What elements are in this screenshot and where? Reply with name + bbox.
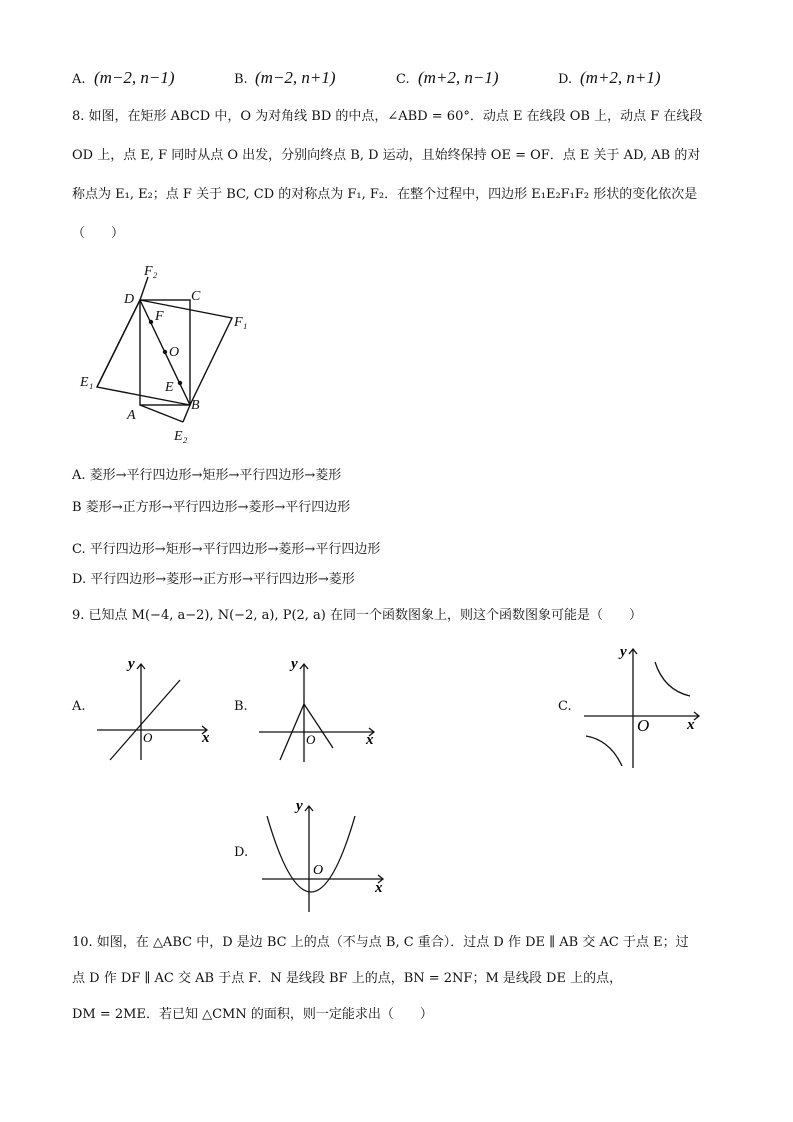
q8-line-4: （ ） bbox=[72, 226, 125, 241]
parabola-graph bbox=[267, 816, 355, 892]
q7-option-c: C. bbox=[396, 72, 410, 87]
label-f1: F₁ bbox=[234, 315, 248, 330]
x-label: x bbox=[366, 732, 374, 748]
q10-line-1: 10. 如图，在 △ABC 中，D 是边 BC 上的点（不与点 B, C 重合）．过点 D 作 DE ∥ AB 交 AC 于点 E；过 bbox=[72, 935, 689, 950]
x-label: x bbox=[202, 730, 210, 746]
label-c: C bbox=[191, 289, 201, 304]
q9-graph-b bbox=[254, 650, 384, 765]
q7-option-c-expr: (m+2, n−1) bbox=[418, 68, 499, 87]
q9-label-d: D. bbox=[234, 845, 249, 860]
y-label: y bbox=[128, 656, 135, 672]
segment-d-f2 bbox=[140, 277, 148, 300]
point-o bbox=[163, 350, 167, 354]
q8-option-d: D. 平行四边形→菱形→正方形→平行四边形→菱形 bbox=[72, 572, 355, 587]
segment-b-e2 bbox=[183, 405, 190, 422]
q7-option-a: A. bbox=[72, 72, 86, 87]
q7-option-b: B. bbox=[234, 72, 248, 87]
q7-option-a-expr: (m−2, n−1) bbox=[94, 68, 175, 87]
q8-option-b: B 菱形→正方形→平行四边形→菱形→平行四边形 bbox=[72, 500, 351, 515]
hyperbola-branch-3 bbox=[586, 736, 622, 766]
origin-label: O bbox=[306, 732, 316, 747]
q10-line-3: DM = 2ME．若已知 △CMN 的面积，则一定能求出（ ） bbox=[72, 1007, 433, 1022]
hyperbola-branch-1 bbox=[655, 662, 690, 696]
q8-line-1: 8. 如图，在矩形 ABCD 中，O 为对角线 BD 的中点，∠ABD = 60°．动点 E 在线段 OB 上，动点 F 在线段 bbox=[72, 109, 703, 124]
linear-function-line bbox=[110, 680, 180, 760]
hidden-2 bbox=[97, 387, 140, 405]
y-label: y bbox=[291, 656, 298, 672]
x-label: x bbox=[687, 717, 695, 733]
label-e1: E₁ bbox=[80, 375, 94, 390]
q9-label-a: A. bbox=[72, 699, 86, 714]
q7-option-b-expr: (m−2, n+1) bbox=[255, 68, 336, 87]
origin-label: O bbox=[313, 863, 324, 878]
label-a: A bbox=[127, 408, 136, 423]
label-f2: F₂ bbox=[144, 264, 158, 279]
q8-option-a: A. 菱形→平行四边形→矩形→平行四边形→菱形 bbox=[72, 468, 342, 483]
q10-stem bbox=[72, 925, 724, 1033]
label-b: B bbox=[191, 398, 200, 413]
label-e2: E₂ bbox=[174, 429, 188, 444]
label-o: O bbox=[169, 345, 180, 360]
hidden bbox=[148, 277, 190, 300]
q7-option-d: D. bbox=[558, 72, 573, 87]
q9-label-c: C. bbox=[558, 699, 572, 714]
point-e bbox=[178, 381, 182, 385]
q8-figure bbox=[75, 258, 255, 448]
q8-line-2: OD 上，点 E, F 同时从点 O 出发，分别向终点 B, D 运动，且始终保持 OE = OF．点 E 关于 AD, AB 的对 bbox=[72, 148, 701, 163]
q9-label-b: B. bbox=[234, 699, 248, 714]
q8-line-3: 称点为 E₁, E₂；点 F 关于 BC, CD 的对称点为 F₁, F₂．在整个过程中，四边形 E₁E₂F₁F₂ 形状的变化依次是 bbox=[72, 187, 698, 202]
y-label: y bbox=[296, 798, 303, 814]
q9-graph-a bbox=[92, 650, 222, 765]
segment-d-e1 bbox=[97, 300, 140, 387]
q8-option-c: C. 平行四边形→矩形→平行四边形→菱形→平行四边形 bbox=[72, 542, 381, 557]
q9-stem: 9. 已知点 M(−4, a−2), N(−2, a), P(2, a) 在同一个函数图象上，则这个函数图象可能是（ ） bbox=[72, 608, 643, 623]
label-f: F bbox=[155, 309, 164, 324]
q10-line-2: 点 D 作 DF ∥ AC 交 AB 于点 F．N 是线段 BF 上的点，BN = 2NF；M 是线段 DE 上的点， bbox=[72, 971, 623, 986]
point-f bbox=[149, 320, 153, 324]
q7-option-d-expr: (m+2, n+1) bbox=[580, 68, 661, 87]
q9-graph-d bbox=[256, 792, 391, 914]
origin-label: O bbox=[143, 730, 153, 745]
q8-stem bbox=[72, 97, 724, 253]
q9-graph-c bbox=[580, 640, 705, 775]
origin-label: O bbox=[637, 716, 650, 735]
x-label: x bbox=[375, 880, 383, 896]
y-label: y bbox=[620, 644, 627, 660]
segment-a-e2 bbox=[140, 405, 183, 422]
label-e: E bbox=[165, 380, 174, 395]
label-d: D bbox=[124, 292, 135, 307]
